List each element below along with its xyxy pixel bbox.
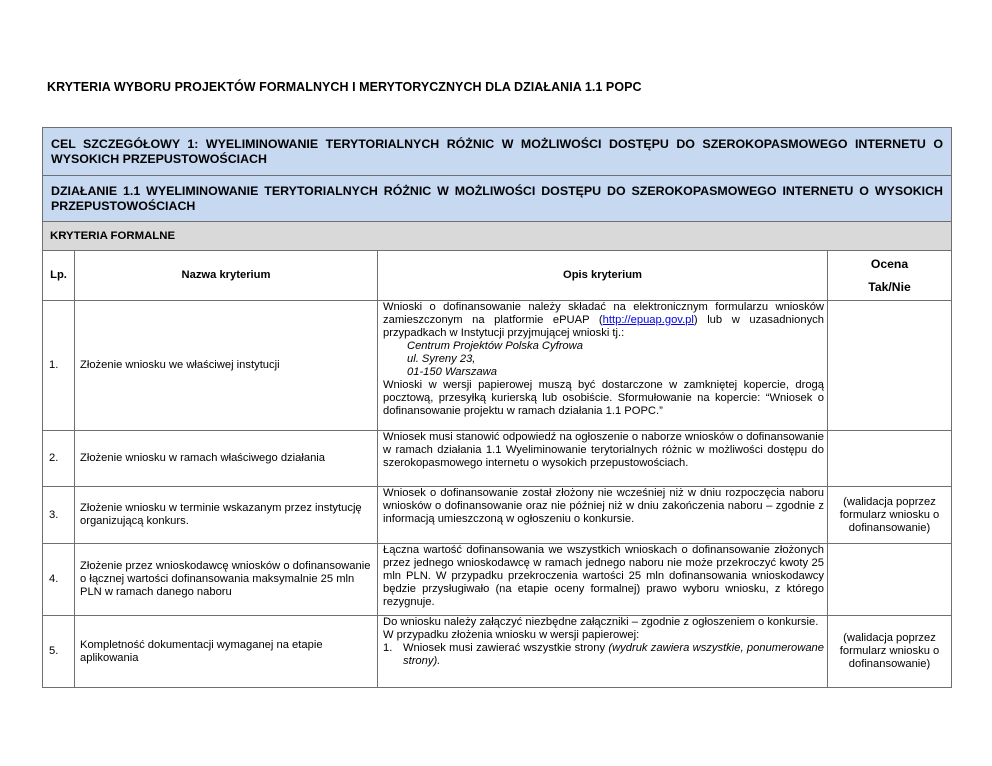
list-item: [383, 642, 824, 668]
section-header: [43, 222, 952, 251]
row-number: 5.: [43, 616, 75, 688]
criterion-description: [378, 487, 828, 544]
evaluation-cell: (walidacja poprzez formularz wniosku o dofinansowanie): [828, 487, 952, 544]
description-text: W przypadku złożenia wniosku w wersji papierowej:: [383, 629, 640, 641]
criterion-name: Złożenie wniosku we właściwej instytucji: [75, 301, 378, 431]
description-text: ) lub w uzasadnionych przypadkach w Instytucji przyjmującej wnioski tj.:: [383, 314, 824, 339]
table-row: [43, 431, 952, 487]
objective-header: [43, 128, 952, 176]
criterion-description: [378, 431, 828, 487]
address-line: ul. Syreny 23,: [407, 353, 476, 365]
document-title: KRYTERIA WYBORU PROJEKTÓW FORMALNYCH I MERYTORYCZNYCH DLA DZIAŁANIA 1.1 POPC: [47, 80, 642, 94]
row-number: 4.: [43, 544, 75, 616]
criterion-description: [378, 616, 828, 688]
criterion-description: [378, 301, 828, 431]
criterion-description: [378, 544, 828, 616]
action-header: [43, 176, 952, 222]
evaluation-cell: (walidacja poprzez formularz wniosku o dofinansowanie): [828, 616, 952, 688]
criterion-name: Kompletność dokumentacji wymaganej na etapie aplikowania: [75, 616, 378, 688]
evaluation-cell: [828, 301, 952, 431]
description-text: Do wniosku należy załączyć niezbędne załączniki – zgodnie z ogłoszeniem o konkursie.: [383, 616, 819, 628]
row-number: 1.: [43, 301, 75, 431]
section-text: KRYTERIA FORMALNE: [50, 229, 176, 242]
description-text: Łączna wartość dofinansowania we wszystkich wnioskach o dofinansowanie złożonych przez jednego wnioskodawcę w ramach jednego naboru nie może przekroczyć kwoty 25 mln PLN. W przypadku przekroczenia wartości 25 mln dofinansowania wnioskodawcy będzie przysługiwało (na etapie oceny formalnej) prawo wyboru wniosku, z którego rezygnuje.: [383, 544, 824, 608]
criterion-name: Złożenie wniosku w terminie wskazanym przez instytucję organizującą konkurs.: [75, 487, 378, 544]
description-text: Wnioski o dofinansowanie należy składać na elektronicznym formularzu wniosków zamieszczonym na platformie ePUAP (: [383, 301, 824, 326]
table-row: [43, 487, 952, 544]
description-text: Wniosek musi stanowić odpowiedź na ogłoszenie o naborze wniosków o dofinansowanie w ramach działania 1.1 Wyeliminowanie terytorialnych różnic w możliwości dostępu do szerokopasmowego internetu o wysokich przepustowościach.: [383, 431, 824, 469]
action-text: DZIAŁANIE 1.1 WYELIMINOWANIE TERYTORIALNYCH RÓŻNIC W MOŻLIWOŚCI DOSTĘPU DO SZEROKOPASMOWEGO INTERNETU O WYSOKICH PRZEPUSTOWOŚCIACH: [51, 183, 944, 213]
objective-text: CEL SZCZEGÓŁOWY 1: WYELIMINOWANIE TERYTORIALNYCH RÓŻNIC W MOŻLIWOŚCI DOSTĘPU DO SZEROKOPASMOWEGO INTERNETU O WYSOKICH PRZEPUSTOWOŚCIACH: [51, 136, 944, 166]
criteria-table: [42, 127, 952, 688]
address-line: 01-150 Warszawa: [407, 366, 497, 378]
evaluation-cell: [828, 431, 952, 487]
table-row: [43, 616, 952, 688]
evaluation-cell: [828, 544, 952, 616]
description-text: Wnioski w wersji papierowej muszą być dostarczone w zamkniętej kopercie, drogą pocztową, przesyłką kurierską lub osobiście. Sformułowanie na kopercie: “Wniosek o dofinansowanie projektu w ramach działania 1.1 POPC.”: [383, 379, 824, 417]
evaluation-header-line2: Tak/Nie: [868, 279, 911, 294]
column-header-evaluation: [828, 251, 952, 301]
description-text: Wniosek o dofinansowanie został złożony nie wcześniej niż w dniu rozpoczęcia naboru wniosków o dofinansowanie oraz nie później niż w dniu zakończenia naboru – zgodnie z informacją umieszczoną w ogłoszeniu o konkursie.: [383, 487, 824, 525]
column-header-name: Nazwa kryterium: [75, 251, 378, 301]
criterion-name: Złożenie przez wnioskodawcę wniosków o dofinansowanie o łącznej wartości dofinansowania maksymalnie 25 mln PLN w ramach danego naboru: [75, 544, 378, 616]
table-row: [43, 544, 952, 616]
evaluation-header-line1: Ocena: [870, 256, 909, 271]
table-row: [43, 301, 952, 431]
row-number: 3.: [43, 487, 75, 544]
epuap-link[interactable]: http://epuap.gov.pl: [602, 314, 694, 326]
column-header-description: Opis kryterium: [378, 251, 828, 301]
column-header-lp: Lp.: [43, 251, 75, 301]
list-item-number: 1.: [383, 642, 393, 654]
criterion-name: Złożenie wniosku w ramach właściwego działania: [75, 431, 378, 487]
address-line: Centrum Projektów Polska Cyfrowa: [407, 340, 583, 352]
list-item-text: Wniosek musi zawierać wszystkie strony: [403, 642, 609, 654]
row-number: 2.: [43, 431, 75, 487]
list-item-note: (wydruk zawiera wszystkie, ponumerowane strony).: [403, 642, 824, 667]
